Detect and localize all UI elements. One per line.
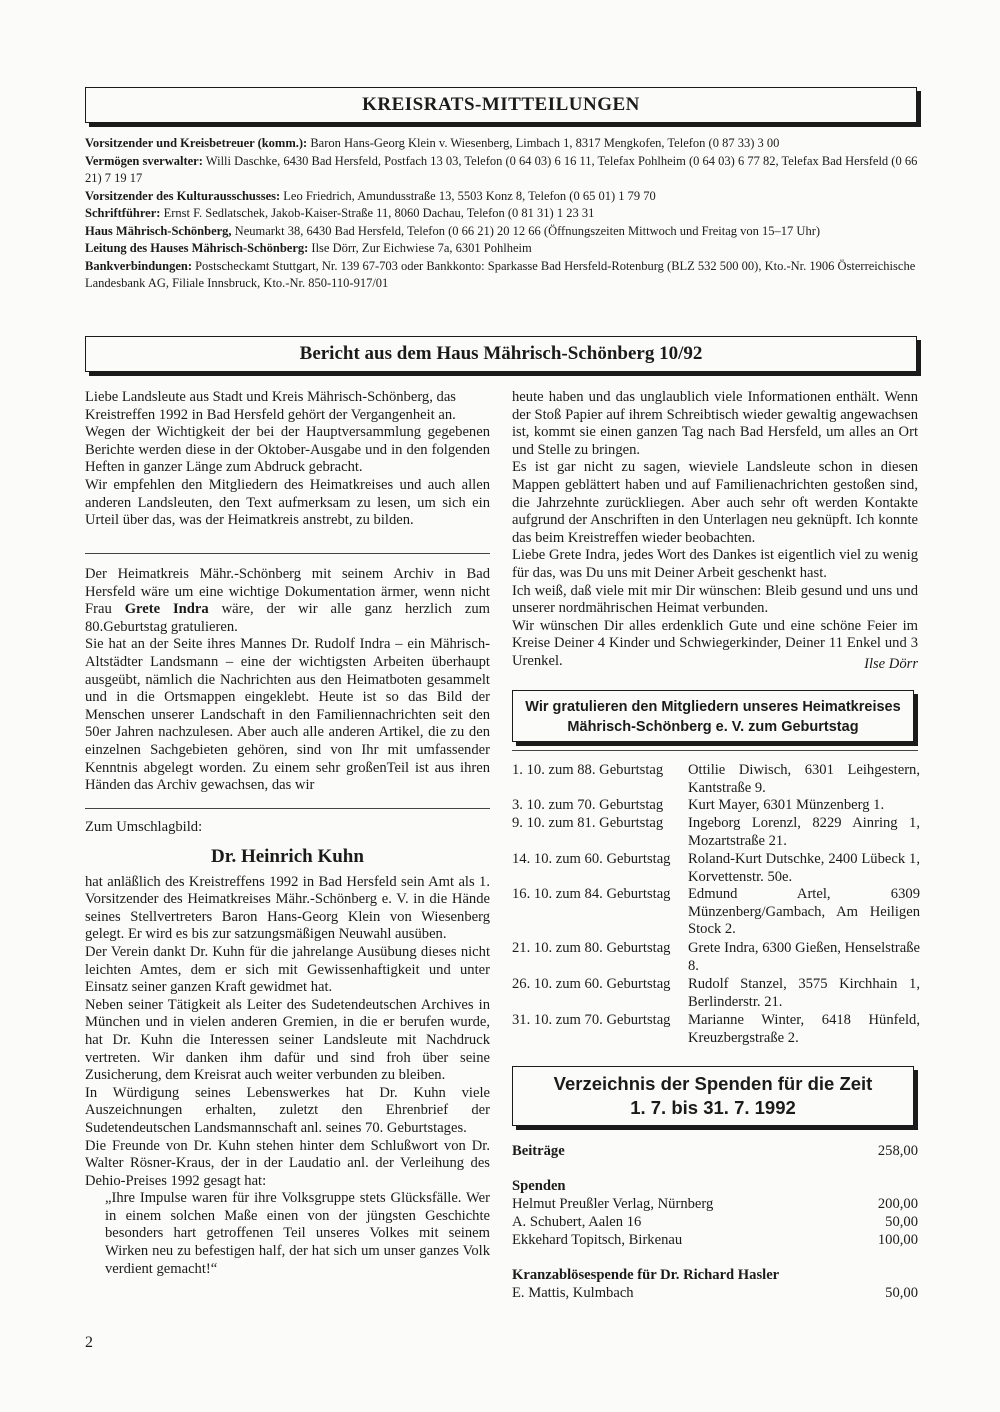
bericht-intro bbox=[85, 389, 490, 530]
donation-amount: 50,00 bbox=[885, 1214, 918, 1230]
birthday-date: 14. 10. zum 60. Geburtstag bbox=[512, 851, 671, 867]
kreisrat-title: KREISRATS-MITTEILUNGEN bbox=[362, 94, 640, 115]
info-label: Leitung des Hauses Mährisch-Schönberg: bbox=[85, 241, 309, 255]
umschlag-paragraph: hat anläßlich des Kreistreffens 1992 in Bad Hersfeld sein Amt als 1. Vorsitzender des Heimatkreises Mähr.-Schönberg e. V. in die Hände seines Stellvertreters Baron Hans-Georg Klein von Wiesenberg gelegt. Er wird es bis zur satzungsmäßigen Neuwahl ausüben. bbox=[85, 873, 490, 943]
spenden-title-box bbox=[512, 1066, 914, 1126]
info-label: Schriftführer: bbox=[85, 206, 161, 220]
kreisrat-title-box bbox=[85, 87, 917, 123]
birthday-person: Kurt Mayer, 6301 Münzenberg 1. bbox=[688, 797, 885, 813]
beitraege-label: Beiträge bbox=[512, 1143, 565, 1159]
birthday-date: 21. 10. zum 80. Geburtstag bbox=[512, 940, 671, 956]
info-label: Haus Mährisch-Schönberg, bbox=[85, 223, 232, 238]
info-text: Ilse Dörr, Zur Eichwiese 7a, 6301 Pohlheim bbox=[308, 241, 532, 255]
bericht-paragraph bbox=[85, 566, 490, 636]
donation-row bbox=[512, 1195, 918, 1213]
donor-name: E. Mattis, Kulmbach bbox=[512, 1285, 634, 1301]
info-text: Ernst F. Sedlatschek, Jakob-Kaiser-Straße 11, 8060 Dachau, Telefon (0 81 31) 1 23 31 bbox=[160, 206, 595, 220]
text: wäre, der wir alle ganz herzlich zum 80.Geburtstag gratulieren. bbox=[85, 601, 490, 635]
info-row-vorsitzender bbox=[85, 135, 920, 153]
birthday-entry bbox=[512, 1012, 920, 1048]
birthday-date: 3. 10. zum 70. Geburtstag bbox=[512, 797, 664, 813]
info-row-kultur bbox=[85, 188, 920, 206]
info-text: Neumarkt 38, 6430 Bad Hersfeld, Telefon (0 66 21) 20 12 66 (Öffnungszeiten Mittwoch und Freitag von 15–17 Uhr) bbox=[231, 223, 821, 238]
umschlag-label: Zum Umschlagbild: bbox=[85, 819, 203, 835]
beitraege-amount: 258,00 bbox=[877, 1143, 918, 1159]
info-label: Bankverbindungen: bbox=[85, 258, 192, 273]
bericht-paragraph: Wir empfehlen den Mitgliedern des Heimatkreises und auch allen anderen Landsleuten, den Text aufmerksam zu lesen, um sich ein Urteil über das, was der Heimatkreis anstrebt, zu bilden. bbox=[85, 476, 490, 529]
donation-amount: 100,00 bbox=[877, 1232, 918, 1248]
birthday-person: Rudolf Stanzel, 3575 Kirchhain 1, Berlinderstr. 21. bbox=[688, 976, 920, 1010]
info-row-schriftfuehrer bbox=[85, 205, 920, 223]
text: Der Heimatkreis Mähr.-Schönberg mit seinem Archiv in Bad Hersfeld wäre um eine wichtige Dokumentation ärmer, wenn nicht Frau bbox=[85, 566, 490, 618]
donation-amount: 200,00 bbox=[877, 1196, 918, 1212]
donor-name: Ekkehard Topitsch, Birkenau bbox=[512, 1232, 683, 1248]
spenden-title-line: 1. 7. bis 31. 7. 1992 bbox=[630, 1097, 796, 1118]
umschlag-paragraph: Neben seiner Tätigkeit als Leiter des Sudetendeutschen Archives in München und in vielen anderen Gremien, in die er berufen wurde, hat Dr. Kuhn die Interessen seiner Landsleute mit Nachdruck vertreten. Wir danken ihm dafür und sind froh über seine Zusicherung, dem Kreisrat auch weiter verbunden zu bleiben. bbox=[85, 996, 490, 1084]
info-text: Postscheckamt Stuttgart, Nr. 139 67-703 oder Bankkonto: Sparkasse Bad Hersfeld-Rotenburg (BLZ 532 500 00), Kto.-Nr. 1906 Österreichische Landesbank AG, Filiale Innsbruck, Kto.-Nr. 850-110-917/01 bbox=[85, 258, 916, 290]
kranz-row bbox=[512, 1284, 918, 1302]
bericht-title-box bbox=[85, 336, 917, 372]
bericht-paragraph: Ich weiß, daß viele mit mir Dir wünschen: Bleib gesund und uns und unserer nordmährischen Heimat verbunden. bbox=[512, 582, 918, 617]
info-text: Baron Hans-Georg Klein v. Wiesenberg, Limbach 1, 8317 Mengkofen, Telefon (0 87 33) 3 00 bbox=[307, 136, 780, 150]
bericht-continued bbox=[512, 389, 918, 671]
spenden-title-line: Verzeichnis der Spenden für die Zeit bbox=[553, 1073, 873, 1094]
beitraege-row bbox=[512, 1142, 918, 1160]
kranz-heading: Kranzablösespende für Dr. Richard Hasler bbox=[512, 1267, 780, 1283]
info-row-bank bbox=[85, 258, 920, 293]
bericht-paragraph: heute haben und das unglaublich viele Informationen enthält. Wenn der Stoß Papier auf ihrem Schreibtisch wieder gewaltig angewachsen ist, kommt sie einen ganzen Tag nach Bad Hersfeld, um alles an Ort und Stelle zu bringen. bbox=[512, 389, 918, 458]
donation-row bbox=[512, 1213, 918, 1231]
birthday-date: 31. 10. zum 70. Geburtstag bbox=[512, 1012, 671, 1028]
birthday-person: Grete Indra, 6300 Gießen, Henselstraße 8. bbox=[688, 940, 920, 974]
donor-name: Helmut Preußler Verlag, Nürnberg bbox=[512, 1196, 714, 1212]
birthday-entry bbox=[512, 886, 920, 940]
umschlag-paragraph: Die Freunde von Dr. Kuhn stehen hinter dem Schlußwort von Dr. Walter Rösner-Kraus, der in der Laudatio anl. der Verleihung des Dehio-Preises 1992 gesagt hat: bbox=[85, 1137, 490, 1189]
spenden-heading: Spenden bbox=[512, 1178, 566, 1194]
umschlag-heading: Dr. Heinrich Kuhn bbox=[211, 845, 364, 867]
donation-amount: 50,00 bbox=[885, 1285, 918, 1301]
birthday-person: Edmund Artel, 6309 Münzenberg/Gambach, Am Heiligen Stock 2. bbox=[688, 886, 920, 938]
umschlag-article bbox=[85, 819, 490, 1278]
grete-indra-article bbox=[85, 566, 490, 795]
info-row-haus bbox=[85, 223, 920, 241]
birthday-entry bbox=[512, 762, 920, 798]
birthday-date: 16. 10. zum 84. Geburtstag bbox=[512, 886, 671, 902]
umschlag-paragraph: Der Verein dankt Dr. Kuhn für die jahrelange Ausübung dieses nicht leichten Amtes, dem er sich mit Gewissenhaftigkeit und unter Einsatz seiner ganzen Kraft gewidmet hat. bbox=[85, 943, 490, 996]
geburtstag-title-line: Mährisch-Schönberg e. V. zum Geburtstag bbox=[567, 719, 859, 735]
info-label: Vermögen sverwalter: bbox=[85, 153, 203, 168]
signature: Ilse Dörr bbox=[864, 656, 918, 672]
geburtstag-title-line: Wir gratulieren den Mitgliedern unseres Heimatkreises bbox=[525, 699, 901, 715]
bericht-paragraph: Es ist gar nicht zu sagen, wieviele Landsleute schon in diesen Mappen geblättert haben und auf Familienachrichten gestoßen sind, die Jahrzehnte zurückliegen. Aber auch sehr oft werden Kontakte aufgrund der Anschriften in den Unterlagen neu geknüpft. Ich konnte das beim Kreistreffen wieder beobachten. bbox=[512, 459, 918, 546]
divider bbox=[85, 808, 490, 809]
donation-row bbox=[512, 1231, 918, 1249]
bericht-paragraph: Wir wünschen Dir alles erdenklich Gute und eine schöne Feier im Kreise Deiner 4 Kinder und Schwiegerkinder, Deiner 11 Enkel und 3 Urenkel. bbox=[512, 617, 918, 669]
birthday-entry bbox=[512, 940, 920, 976]
info-text: Leo Friedrich, Amundusstraße 13, 5503 Konz 8, Telefon (0 65 01) 1 79 70 bbox=[280, 188, 656, 203]
birthday-person: Ottilie Diwisch, 6301 Leihgestern, Kantstraße 9. bbox=[688, 762, 920, 796]
bericht-paragraph: Liebe Landsleute aus Stadt und Kreis Mährisch-Schönberg, das Kreistreffen 1992 in Bad Hersfeld gehört der Vergangenheit an. bbox=[85, 389, 456, 423]
birthday-entry bbox=[512, 797, 920, 815]
info-row-leitung bbox=[85, 240, 920, 258]
umschlag-quote: „Ihre Impulse waren für ihre Volksgruppe stets Glücksfälle. Wer in einem solchen Maße einen von der jüngsten Geschichte besonders hart getroffenen Teil unseres Volkes mit seinem Wirken neu zu befestigen half, der hat sich um unser ganzes Volk verdient gemacht!“ bbox=[105, 1190, 490, 1277]
info-label: Vorsitzender des Kulturausschusses: bbox=[85, 188, 281, 203]
birthday-person: Marianne Winter, 6418 Hünfeld, Kreuzbergstraße 2. bbox=[688, 1012, 920, 1046]
geburtstag-title-box bbox=[512, 690, 914, 742]
page-number: 2 bbox=[85, 1334, 93, 1351]
birthday-entry bbox=[512, 976, 920, 1012]
bericht-paragraph: Wegen der Wichtigkeit der bei der Hauptversammlung gegebenen Berichte werden diese in der Oktober-Ausgabe und in den folgenden Heften in ganzer Länge zum Abdruck gebracht. bbox=[85, 424, 490, 476]
info-row-vermoegen bbox=[85, 153, 920, 188]
divider bbox=[85, 553, 490, 554]
highlight-name: Grete Indra bbox=[124, 601, 209, 618]
donor-name: A. Schubert, Aalen 16 bbox=[512, 1214, 642, 1230]
birthday-person: Roland-Kurt Dutschke, 2400 Lübeck 1, Korvettenstr. 50e. bbox=[688, 851, 920, 885]
kreisrat-info bbox=[85, 135, 920, 293]
birthday-entry bbox=[512, 851, 920, 887]
birthday-date: 26. 10. zum 60. Geburtstag bbox=[512, 976, 671, 992]
birthday-person: Ingeborg Lorenzl, 8229 Ainring 1, Mozartstraße 21. bbox=[688, 815, 920, 849]
bericht-title: Bericht aus dem Haus Mährisch-Schönberg 10/92 bbox=[299, 343, 703, 364]
bericht-paragraph: Sie hat an der Seite ihres Mannes Dr. Rudolf Indra – ein Mährisch-Altstädter Landsmann – eine der wichtigsten Arbeiten überhaupt ausgeübt, nämlich die Nachrichten aus den Heimatboten gesammelt und in die Ortsmappen eingeklebt. Heute ist so das Bild der Menschen unserer Landschaft in den Familiennachrichten seit den 50er Jahren nachzulesen. Aber auch alle anderen Artikel, die zu den einzelnen Sachgebieten gehören, sind von Ihr mit umfassender Kenntnis abgelegt worden. Zu einem sehr großenTeil ist aus ihren Händen das Archiv gewachsen, das wir bbox=[85, 636, 490, 794]
bericht-paragraph: Liebe Grete Indra, jedes Wort des Dankes ist eigentlich viel zu wenig für das, was Du uns mit Deiner Arbeit geschenkt hast. bbox=[512, 547, 918, 581]
divider bbox=[512, 750, 918, 751]
birthday-date: 1. 10. zum 88. Geburtstag bbox=[512, 762, 664, 778]
birthday-date: 9. 10. zum 81. Geburtstag bbox=[512, 815, 664, 831]
info-label: Vorsitzender und Kreisbetreuer (komm.): bbox=[85, 136, 308, 150]
info-text: Willi Daschke, 6430 Bad Hersfeld, Postfach 13 03, Telefon (0 64 03) 6 16 11, Telefax Pohlheim (0 64 03) 6 77 82, Telefax Bad Hersfeld (0 66 21) 7 19 17 bbox=[85, 153, 918, 185]
umschlag-paragraph: In Würdigung seines Lebenswerkes hat Dr. Kuhn viele Auszeichnungen erhalten, zuletzt den Ehrenbrief der Sudetendeutschen Landsmannschaft anl. seines 70. Geburtstages. bbox=[85, 1084, 490, 1136]
birthday-entry bbox=[512, 815, 920, 851]
